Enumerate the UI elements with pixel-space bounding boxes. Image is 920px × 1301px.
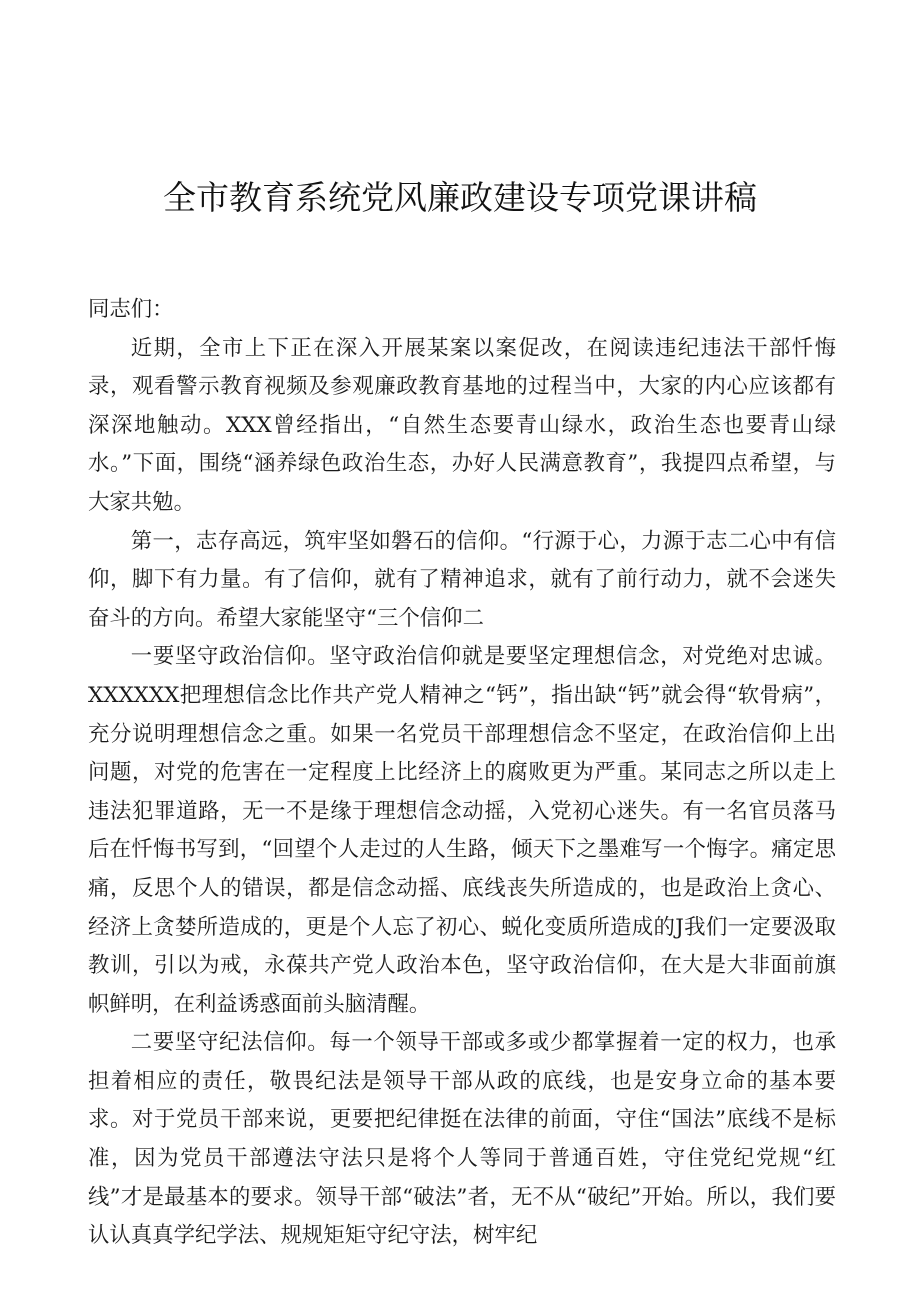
document-title: 全市教育系统党风廉政建设专项党课讲稿	[163, 178, 757, 217]
paragraph-intro: 近期，全市上下正在深入开展某案以案促改，在阅读违纪违法干部忏悔录，观看警示教育视频及参观廉政教育基地的过程当中，大家的内心应该都有深深地触动。XXX曾经指出，“自然生态要青山绿水，政治生态也要青山绿水。”下面，围绕“涵养绿色政治生态，办好人民满意教育”，我提四点希望，与大家共勉。	[88, 335, 836, 515]
document-body	[88, 291, 836, 1256]
paragraph-political-faith: 一要坚守政治信仰。坚守政治信仰就是要坚定理想信念，对党绝对忠诚。XXXXXX把理想信念比作共产党人精神之“钙”，指出缺“钙”就会得“软骨病”，充分说明理想信念之重。如果一名党员干部理想信念不坚定，在政治信仰上出问题，对党的危害在一定程度上比经济上的腐败更为严重。某同志之所以走上违法犯罪道路，无一不是缘于理想信念动摇，入党初心迷失。有一名官员落马后在忏悔书写到，“回望个人走过的人生路，倾天下之墨难写一个悔字。痛定思痛，反思个人的错误，都是信念动摇、底线丧失所造成的，也是政治上贪心、经济上贪婪所造成的，更是个人忘了初心、蜕化变质所造成的J我们一定要汲取教训，引以为戒，永葆共产党人政治本色，坚守政治信仰，在大是大非面前旗帜鲜明，在利益诱惑面前头脑清醒。	[88, 644, 836, 1017]
paragraph-discipline-faith: 二要坚守纪法信仰。每一个领导干部或多或少都掌握着一定的权力，也承担着相应的责任，敬畏纪法是领导干部从政的底线，也是安身立命的基本要求。对于党员干部来说，更要把纪律挺在法律的前面，守住“国法”底线不是标准，因为党员干部遵法守法只是将个人等同于普通百姓，守住党纪党规“红线”才是最基本的要求。领导干部“破法”者，无不从“破纪”开始。所以，我们要认认真真学纪学法、规规矩矩守纪守法，树牢纪	[88, 1030, 836, 1249]
salutation: 同志们：	[88, 297, 174, 322]
paragraph-first-point: 第一，志存高远，筑牢坚如磐石的信仰。“行源于心，力源于志二心中有信仰，脚下有力量。有了信仰，就有了精神追求，就有了前行动力，就不会迷失奋斗的方向。希望大家能坚守“三个信仰二	[88, 528, 836, 631]
